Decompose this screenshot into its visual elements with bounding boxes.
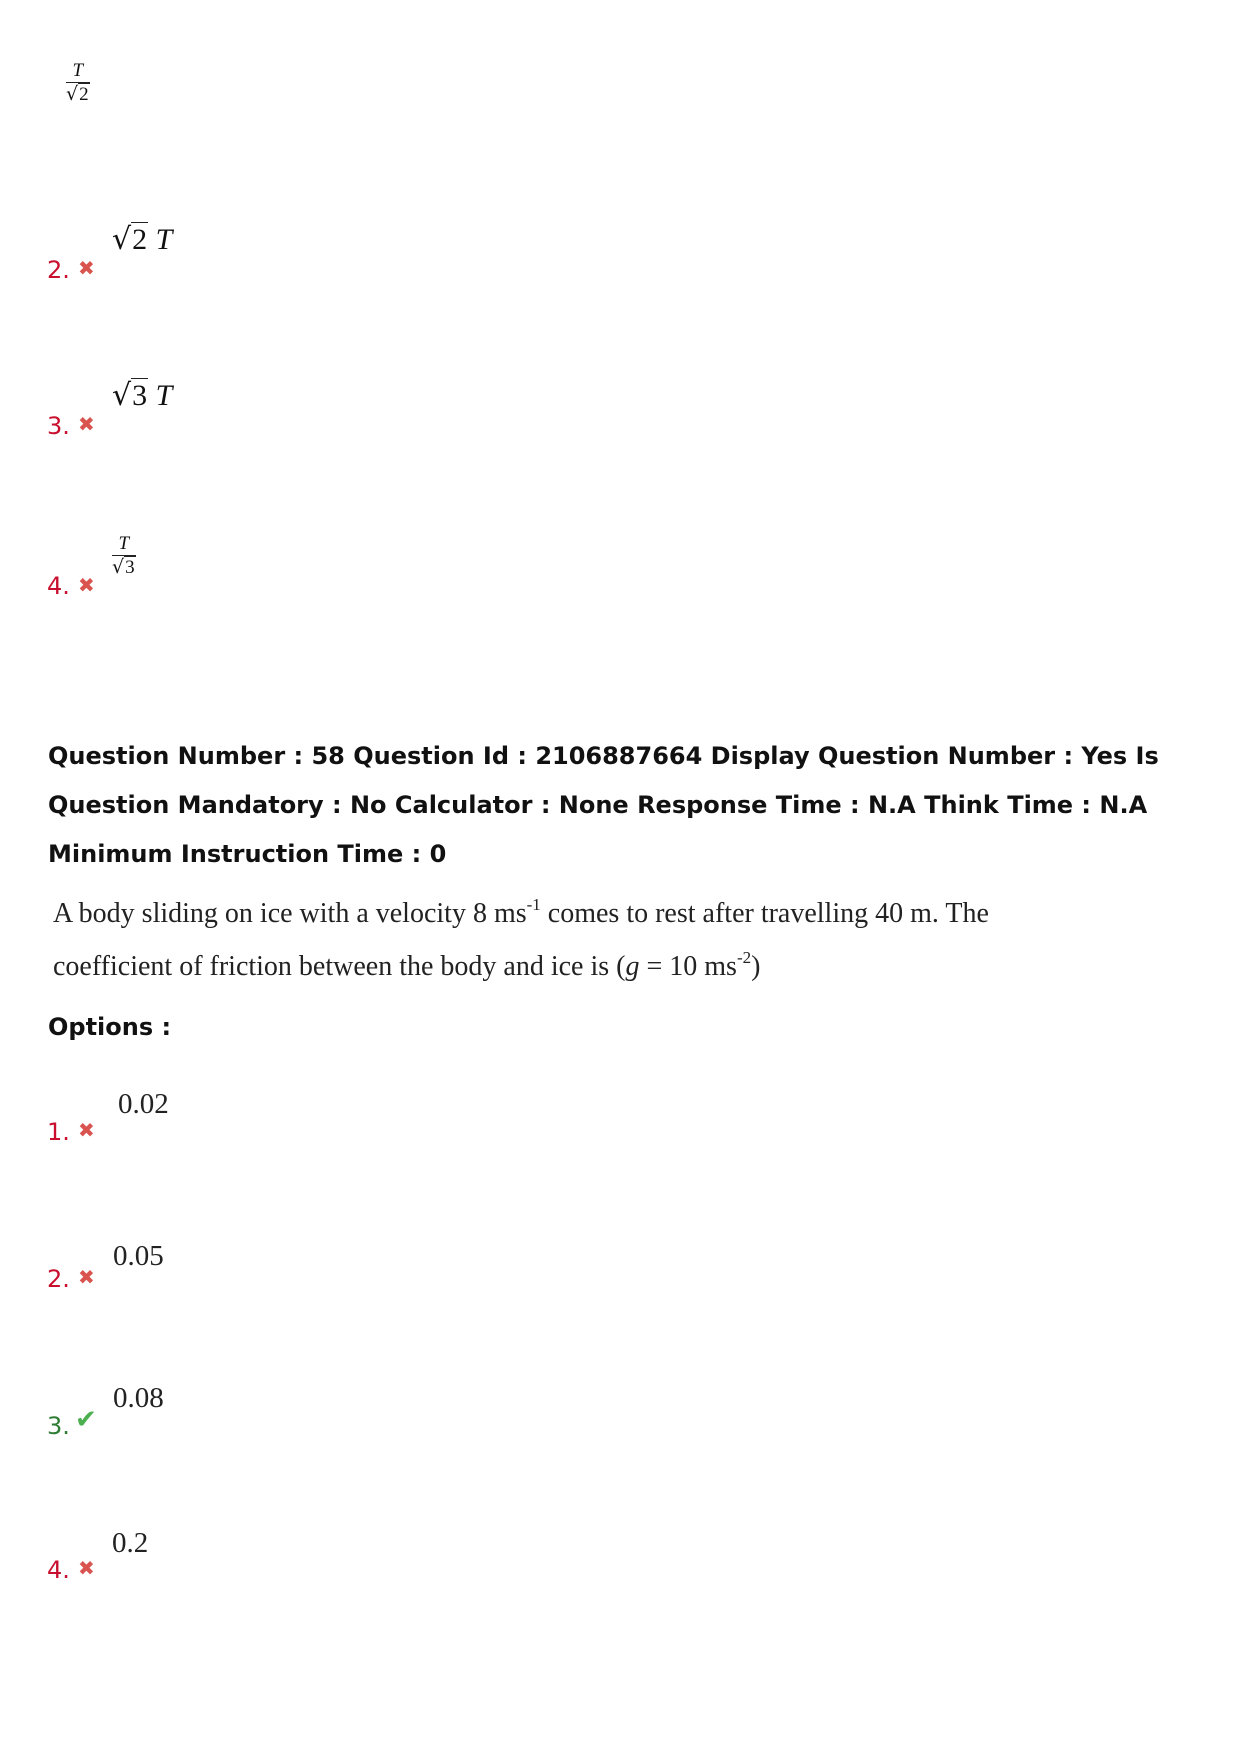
cross-mark-icon: ✖ <box>78 1265 95 1289</box>
options-label: Options : <box>48 1013 172 1041</box>
option-2-number: 2. <box>47 1265 70 1293</box>
prev-option-4-number: 4. <box>47 572 70 600</box>
sqrt-icon: √ <box>112 378 132 413</box>
option-1-value: 0.02 <box>118 1088 169 1120</box>
option-4-value: 0.2 <box>112 1527 149 1559</box>
option-3-number: 3. <box>47 1412 70 1440</box>
question-meta: Question Number : 58 Question Id : 2106887664 Display Question Number : Yes Is Question Mandatory : No Calculator : None Response Time : N.A Think Time : N.A Minimum Instruction Time : 0 <box>48 742 1159 868</box>
cross-mark-icon: ✖ <box>78 1556 95 1580</box>
fraction-t-over-root2: $\frac{T}{√2}$ <box>66 60 89 105</box>
question-text <box>53 887 1153 993</box>
sqrt-icon: √ <box>112 556 125 578</box>
fraction-t-over-root3: $\frac{T}{√3}$ <box>112 533 135 578</box>
prev-option-2-number: 2. <box>47 256 70 284</box>
sqrt-icon: √ <box>66 83 79 105</box>
prev-option-2-expr: √ 2 T <box>112 222 173 257</box>
cross-mark-icon: ✖ <box>78 256 95 280</box>
question-text-line2: coefficient of friction between the body and ice is (g = 10 $ms^{-2}$) <box>53 948 761 982</box>
check-mark-icon: ✔ <box>75 1405 97 1435</box>
cross-mark-icon: ✖ <box>78 412 95 436</box>
sqrt-icon: √ <box>112 222 132 257</box>
cross-mark-icon: ✖ <box>78 1118 95 1142</box>
option-3-value: 0.08 <box>113 1382 164 1414</box>
prev-option-3-number: 3. <box>47 412 70 440</box>
option-4-number: 4. <box>47 1556 70 1584</box>
question-text-line1: A body sliding on ice with a velocity 8 $ms^{-1}$ comes to rest after travelling 40 m. The <box>53 895 989 929</box>
prev-option-1 <box>66 60 90 106</box>
prev-option-3-expr: √ 3 T <box>112 378 173 413</box>
prev-option-4-expr <box>112 533 136 579</box>
option-2-value: 0.05 <box>113 1240 164 1272</box>
option-1-number: 1. <box>47 1118 70 1146</box>
cross-mark-icon: ✖ <box>78 573 95 597</box>
